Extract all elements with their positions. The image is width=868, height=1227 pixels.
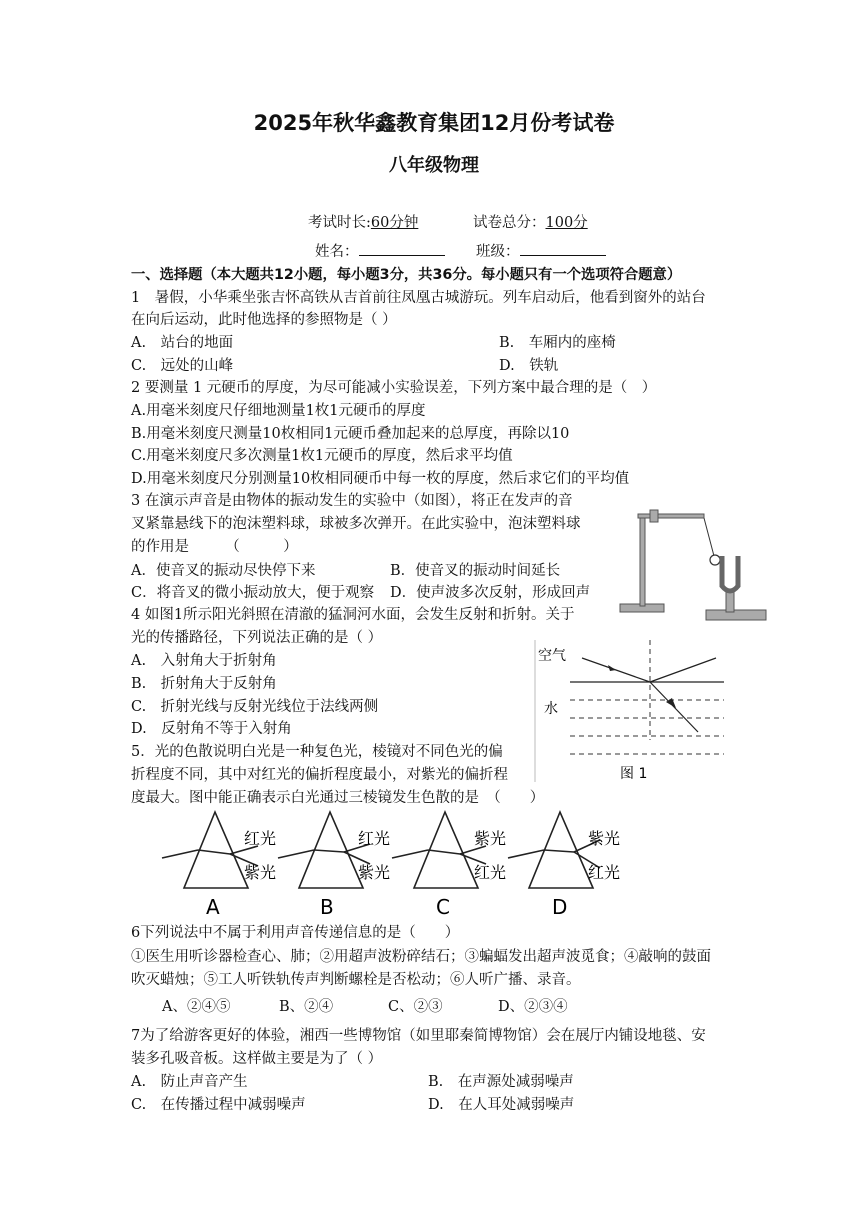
q6-option-a: A、②④⑤ bbox=[162, 999, 231, 1015]
stand-pole bbox=[640, 516, 645, 606]
fork-stem bbox=[726, 592, 734, 612]
section-heading: 一、选择题（本大题共12小题，每小题3分，共36分。每小题只有一个选项符合题意） bbox=[131, 267, 682, 283]
q7-option-b: B. 在声源处减弱噪声 bbox=[428, 1074, 574, 1090]
q2-option-d: D.用毫米刻度尺分别测量10枚相同硬币中每一枚的厚度，然后求它们的平均值 bbox=[131, 471, 630, 487]
q4-stem-line2: 光的传播路径，下列说法正确的是（ ） bbox=[131, 630, 383, 646]
q1-option-d: D. 铁轨 bbox=[499, 358, 559, 374]
time-value: 60分钟 bbox=[370, 215, 419, 231]
q1-option-b: B. 车厢内的座椅 bbox=[499, 335, 616, 351]
q7-stem-line2: 装多孔吸音板。这样做主要是为了（ ） bbox=[131, 1051, 383, 1067]
q3-option-d: D．使声波多次反射，形成回声 bbox=[390, 585, 591, 601]
q4-option-b: B. 折射角大于反射角 bbox=[131, 676, 277, 692]
exam-subject: 八年级物理 bbox=[389, 155, 479, 176]
prism-a-letter: A bbox=[206, 895, 220, 919]
class-blank[interactable] bbox=[520, 241, 606, 256]
q1-stem-line1: 1 暑假，小华乘坐张吉怀高铁从吉首前往凤凰古城游玩。列车启动后，他看到窗外的站台 bbox=[131, 290, 706, 306]
stand-clamp bbox=[650, 510, 658, 522]
q4-option-d: D. 反射角不等于入射角 bbox=[131, 721, 292, 737]
name-blank[interactable] bbox=[359, 241, 445, 256]
tuning-fork-figure bbox=[616, 500, 772, 626]
q5-stem-line3: 度最大。图中能正确表示白光通过三棱镜发生色散的是 （ ） bbox=[131, 790, 545, 806]
reflected-ray bbox=[650, 658, 716, 682]
prism-c bbox=[392, 812, 486, 888]
incident-arrow bbox=[608, 665, 616, 671]
name-label: 姓名： bbox=[315, 244, 359, 260]
prism-b bbox=[278, 812, 370, 888]
q3-option-a: A．使音叉的振动尽快停下来 bbox=[131, 563, 316, 579]
q2-option-b: B.用毫米刻度尺测量10枚相同1元硬币叠加起来的总厚度，再除以10 bbox=[131, 426, 570, 442]
time-label: 考试时长: bbox=[308, 215, 371, 231]
figure-caption: 图 1 bbox=[620, 766, 648, 782]
q7-option-d: D. 在人耳处减弱噪声 bbox=[428, 1097, 575, 1113]
q7-stem-line1: 7为了给游客更好的体验，湘西一些博物馆（如里耶秦简博物馆）会在展厅内铺设地毯、安 bbox=[131, 1028, 706, 1044]
q7-option-a: A. 防止声音产生 bbox=[131, 1074, 248, 1090]
prism-b-top-label: 红光 bbox=[358, 829, 391, 848]
stand-arm bbox=[638, 514, 704, 518]
q2-stem: 2 要测量 1 元硬币的厚度，为尽可能减小实验误差，下列方案中最合理的是（ ） bbox=[131, 380, 657, 396]
score-value: 100分 bbox=[545, 215, 588, 231]
q6-line1: ①医生用听诊器检查心、肺；②用超声波粉碎结石；③蝙蝠发出超声波觅食；④敲响的鼓面 bbox=[131, 949, 711, 965]
q6-option-c: C、②③ bbox=[388, 999, 443, 1015]
prism-b-bottom-label: 紫光 bbox=[358, 863, 391, 882]
fork-base bbox=[706, 610, 766, 620]
q5-stem-line2: 折程度不同，其中对红光的偏折程度最小，对紫光的偏折程 bbox=[131, 767, 508, 783]
class-label: 班级： bbox=[476, 244, 520, 260]
prism-d-top-label: 紫光 bbox=[588, 829, 621, 848]
air-label: 空气 bbox=[538, 648, 566, 664]
prism-b-letter: B bbox=[320, 895, 334, 919]
q2-option-c: C.用毫米刻度尺多次测量1枚1元硬币的厚度，然后求平均值 bbox=[131, 448, 513, 464]
prism-d-letter: D bbox=[552, 895, 568, 919]
exam-title: 2025年秋华鑫教育集团12月份考试卷 bbox=[253, 111, 615, 135]
exam-score bbox=[473, 212, 588, 234]
refraction-figure bbox=[534, 640, 730, 782]
exam-time bbox=[308, 212, 418, 234]
q1-option-c: C. 远处的山峰 bbox=[131, 358, 234, 374]
q6-option-b: B、②④ bbox=[279, 999, 334, 1015]
suspension-thread bbox=[704, 518, 714, 556]
class-field bbox=[476, 241, 606, 263]
q6-line2: 吹灭蜡烛；⑤工人听铁轨传声判断螺栓是否松动；⑥人听广播、录音。 bbox=[131, 972, 581, 988]
q3-stem-line2: 叉紧靠悬线下的泡沫塑料球，球被多次弹开。在此实验中，泡沫塑料球 bbox=[131, 516, 581, 532]
q2-option-a: A.用毫米刻度尺仔细地测量1枚1元硬币的厚度 bbox=[131, 403, 426, 419]
score-label: 试卷总分： bbox=[473, 215, 546, 231]
q3-stem-line1: 3 在演示声音是由物体的振动发生的实验中（如图），将正在发声的音 bbox=[131, 493, 573, 509]
q3-stem-line3: 的作用是 （ ） bbox=[131, 539, 298, 555]
prism-c-bottom-label: 红光 bbox=[474, 863, 507, 882]
q1-stem-line2: 在向后运动，此时他选择的参照物是（ ） bbox=[131, 312, 397, 328]
water-label: 水 bbox=[544, 701, 558, 717]
refracted-ray bbox=[650, 682, 698, 732]
q6-stem: 6下列说法中不属于利用声音传递信息的是（ ） bbox=[131, 925, 460, 941]
q3-option-c: C．将音叉的微小振动放大，便于观察 bbox=[131, 585, 375, 601]
q7-option-c: C. 在传播过程中减弱噪声 bbox=[131, 1097, 306, 1113]
prism-figures bbox=[160, 806, 630, 921]
name-field bbox=[315, 241, 445, 263]
q1-option-a: A. 站台的地面 bbox=[131, 335, 234, 351]
fork-prongs bbox=[722, 556, 738, 591]
prism-c-letter: C bbox=[436, 895, 450, 919]
prism-a-bottom-label: 紫光 bbox=[244, 863, 277, 882]
q6-option-d: D、②③④ bbox=[498, 999, 568, 1015]
q4-option-a: A. 入射角大于折射角 bbox=[131, 653, 277, 669]
prism-d-bottom-label: 红光 bbox=[588, 863, 621, 882]
foam-ball bbox=[710, 555, 720, 565]
prism-d bbox=[508, 812, 600, 888]
prism-a-top-label: 红光 bbox=[244, 829, 277, 848]
q5-stem-line1: 5．光的色散说明白光是一种复色光，棱镜对不同色光的偏 bbox=[131, 744, 503, 760]
q4-stem-line1: 4 如图1所示阳光斜照在清澈的猛洞河水面，会发生反射和折射。关于 bbox=[131, 607, 575, 623]
q4-option-c: C. 折射光线与反射光线位于法线两侧 bbox=[131, 699, 379, 715]
q3-option-b: B．使音叉的振动时间延长 bbox=[390, 563, 561, 579]
prism-c-top-label: 紫光 bbox=[474, 829, 507, 848]
